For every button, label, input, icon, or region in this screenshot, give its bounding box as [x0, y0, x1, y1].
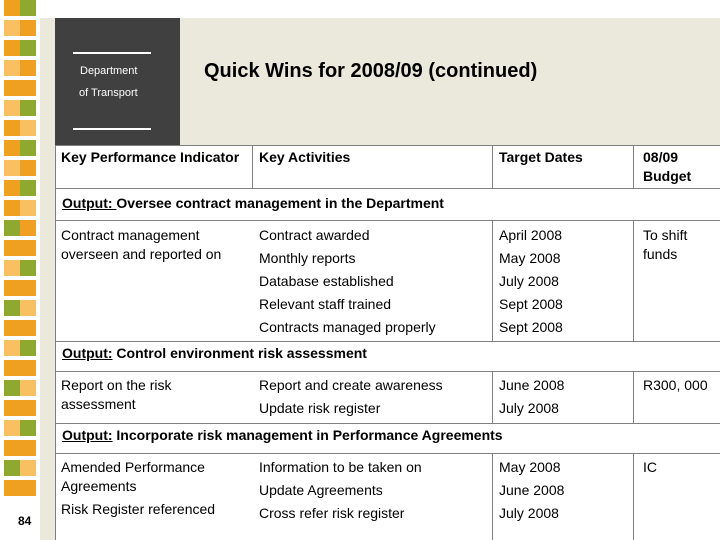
date-item: May 2008 [499, 250, 561, 266]
decor-square [20, 60, 36, 76]
activity-item: Database established [259, 273, 394, 289]
kpi-cell: Contract management overseen and reported on [61, 227, 222, 262]
table-rule-vertical [492, 220, 493, 341]
decor-square [4, 120, 20, 136]
decor-square [4, 340, 20, 356]
logo-rule-top [73, 52, 151, 54]
output-heading [62, 195, 444, 211]
decor-square [20, 0, 36, 16]
decor-square [20, 320, 36, 336]
decor-square [20, 160, 36, 176]
activities-cell [259, 374, 443, 420]
table-rule [55, 371, 720, 372]
activity-item: Contracts managed properly [259, 319, 436, 335]
table-rule-vertical [252, 145, 253, 188]
decor-square [4, 40, 20, 56]
decor-square [4, 380, 20, 396]
decor-square [4, 20, 20, 36]
activity-item: Relevant staff trained [259, 296, 392, 312]
date-item: May 2008 [499, 459, 561, 475]
activity-item: Information to be taken on [259, 459, 422, 475]
activity-item: Report and create awareness [259, 377, 443, 393]
date-item: Sept 2008 [499, 319, 563, 335]
decor-square [4, 460, 20, 476]
output-heading [62, 427, 503, 443]
date-item: June 2008 [499, 482, 565, 498]
decor-square [4, 0, 20, 16]
decor-square [4, 100, 20, 116]
column-header-kpi: Key Performance Indicator [61, 149, 240, 165]
decor-square [4, 440, 20, 456]
quick-wins-table [55, 145, 720, 540]
decor-square [4, 200, 20, 216]
table-rule [55, 188, 720, 189]
decor-square [20, 240, 36, 256]
decor-square [20, 200, 36, 216]
table-rule [55, 341, 720, 342]
activity-item: Update risk register [259, 400, 381, 416]
dates-cell [499, 456, 564, 525]
decor-square [20, 140, 36, 156]
department-label: Department [80, 65, 138, 77]
kpi-cell: Report on the risk assessment [61, 377, 172, 412]
output-label: Output: [62, 427, 113, 443]
table-rule-vertical [492, 453, 493, 540]
decor-square [4, 420, 20, 436]
activity-item: Cross refer risk register [259, 505, 405, 521]
output-label: Output: [62, 195, 117, 211]
table-rule-vertical [633, 145, 634, 188]
decor-square [4, 180, 20, 196]
department-label-line2: of Transport [79, 87, 138, 99]
output-heading [62, 345, 367, 361]
activities-cell [259, 224, 436, 339]
output-label: Output: [62, 345, 113, 361]
decor-square [4, 280, 20, 296]
logo-panel [55, 18, 180, 145]
logo-rule-bottom [73, 128, 151, 130]
budget-cell: R300, 000 [643, 377, 708, 393]
decor-square [20, 120, 36, 136]
decor-square [20, 340, 36, 356]
table-rule [55, 220, 720, 221]
decor-square [20, 440, 36, 456]
table-rule-vertical [492, 145, 493, 188]
table-rule [55, 453, 720, 454]
table-rule [55, 145, 720, 146]
kpi-cell-extra: Risk Register referenced [61, 501, 216, 517]
table-rule-vertical [633, 220, 634, 341]
table-rule-vertical [492, 371, 493, 423]
output-text: Control environment risk assessment [112, 345, 367, 361]
decor-square [4, 320, 20, 336]
decor-square [4, 300, 20, 316]
decor-square [20, 80, 36, 96]
activity-item: Update Agreements [259, 482, 383, 498]
decor-square [20, 20, 36, 36]
activity-item: Monthly reports [259, 250, 356, 266]
date-item: Sept 2008 [499, 296, 563, 312]
decor-square [20, 380, 36, 396]
column-header-target-dates: Target Dates [499, 149, 583, 165]
decor-square [4, 140, 20, 156]
decor-square [4, 240, 20, 256]
page-title: Quick Wins for 2008/09 (continued) [204, 60, 538, 82]
table-rule-vertical [55, 145, 56, 540]
decor-square [4, 360, 20, 376]
decor-square [20, 100, 36, 116]
decor-square [20, 260, 36, 276]
activities-cell [259, 456, 422, 525]
side-band [40, 145, 55, 540]
decor-square [4, 80, 20, 96]
decor-square [4, 220, 20, 236]
decor-square [20, 280, 36, 296]
header-band-left [40, 18, 55, 145]
column-header-activities: Key Activities [259, 149, 351, 165]
dates-cell [499, 224, 563, 339]
budget-cell: To shift funds [643, 227, 688, 262]
decor-square [20, 220, 36, 236]
decor-square [20, 400, 36, 416]
activity-item: Contract awarded [259, 227, 370, 243]
date-item: April 2008 [499, 227, 563, 243]
decor-square [20, 420, 36, 436]
date-item: July 2008 [499, 400, 559, 416]
decor-square [20, 300, 36, 316]
table-rule-vertical [633, 453, 634, 540]
decor-square [4, 60, 20, 76]
kpi-cell: Amended Performance Agreements [61, 459, 205, 494]
decor-square [20, 480, 36, 496]
decor-square [20, 460, 36, 476]
decor-square [20, 180, 36, 196]
output-text: Oversee contract management in the Department [116, 195, 444, 211]
page-number: 84 [18, 514, 32, 528]
date-item: July 2008 [499, 505, 559, 521]
date-item: June 2008 [499, 377, 565, 393]
table-rule [55, 423, 720, 424]
dates-cell [499, 374, 564, 420]
decor-square [20, 40, 36, 56]
decor-square [4, 400, 20, 416]
budget-cell: IC [643, 459, 657, 475]
decor-square [20, 360, 36, 376]
decor-square [4, 160, 20, 176]
table-rule-vertical [633, 371, 634, 423]
decor-square [4, 480, 20, 496]
column-header-budget: 08/09 Budget [643, 149, 692, 184]
date-item: July 2008 [499, 273, 559, 289]
decor-square [4, 260, 20, 276]
output-text: Incorporate risk management in Performance Agreements [112, 427, 503, 443]
decorative-strip [0, 0, 40, 540]
